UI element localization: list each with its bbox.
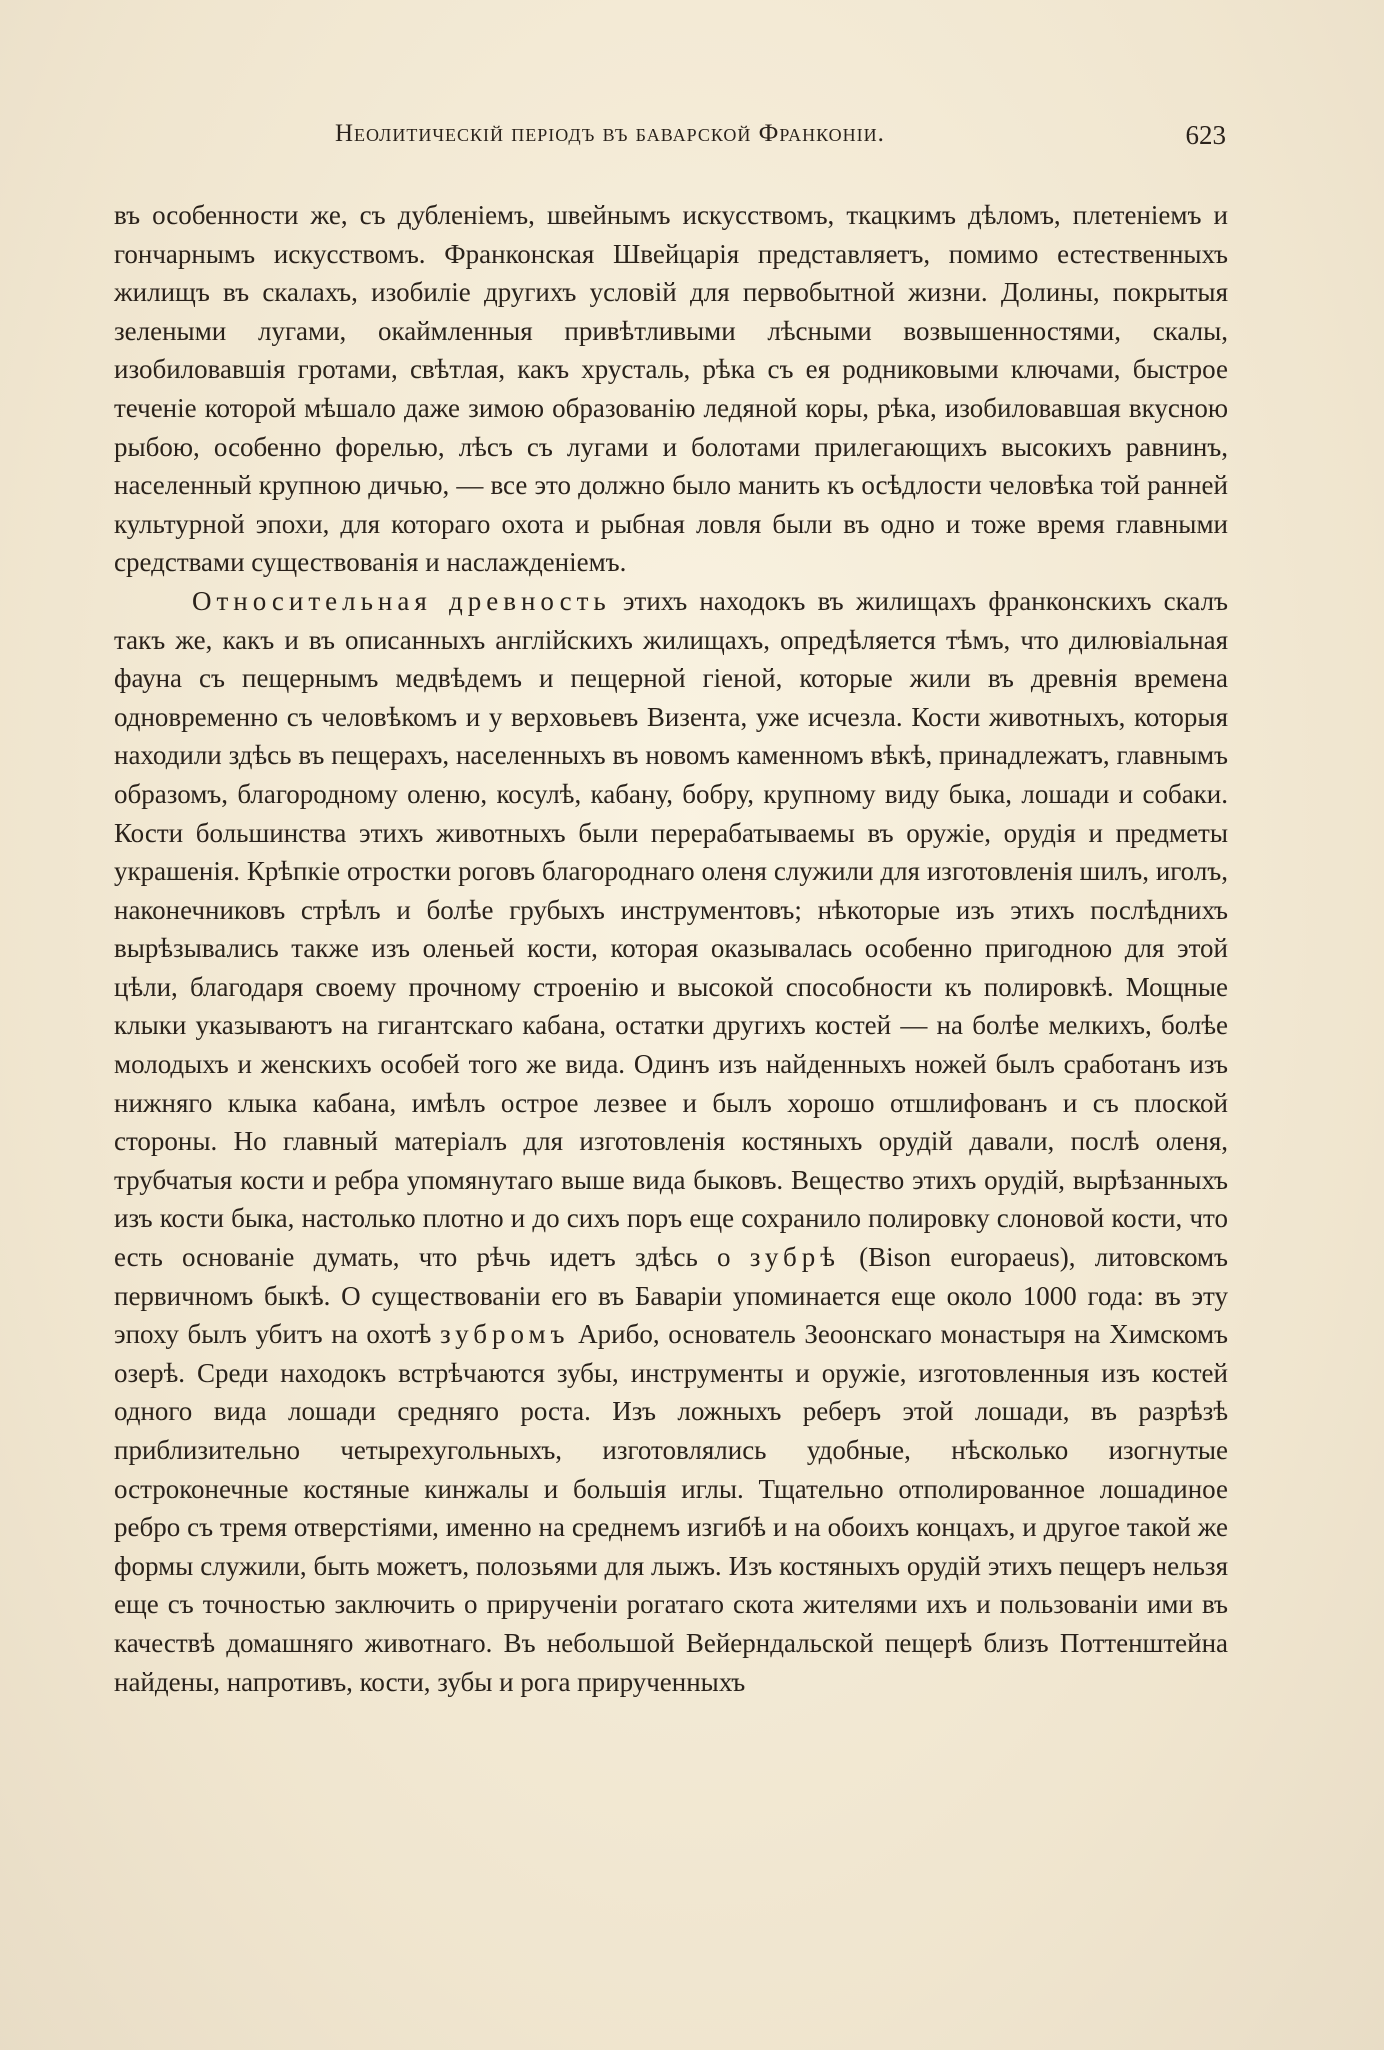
- spaced-emphasis-3: зубромъ: [439, 1319, 570, 1350]
- page-header: [110, 120, 1226, 160]
- spaced-emphasis-1: Относительная древность: [192, 585, 611, 616]
- paragraph-2: [114, 582, 1228, 1701]
- body-text: [114, 196, 1228, 1701]
- spaced-emphasis-2: зубрѣ: [749, 1242, 840, 1273]
- paragraph-2-text-a: этихъ находокъ въ жилищахъ франконскихъ скалъ такъ же, какъ и въ описанныхъ англійскихъ жилищахъ, опредѣляется тѣмъ, что дилювіальная фауна съ пещернымъ медвѣдемъ и пещерной гіеной, которые жили въ древнія времена одновременно съ человѣкомъ и у верховьевъ Визента, уже исчезла. Кости животныхъ, которыя находили здѣсь въ пещерахъ, населенныхъ въ новомъ каменномъ вѣкѣ, принадлежатъ, главнымъ образомъ, благородному оленю, косулѣ, кабану, бобру, крупному виду быка, лошади и собаки. Кости большинства этихъ животныхъ были перерабатываемы въ оружіе, орудія и предметы украшенія. Крѣпкіе отростки роговъ благороднаго оленя служили для изготовленія шилъ, иголъ, наконечниковъ стрѣлъ и болѣе грубыхъ инструментовъ; нѣкоторые изъ этихъ послѣднихъ вырѣзывались также изъ оленьей кости, которая оказывалась особенно пригодною для этой цѣли, благодаря своему прочному строенію и высокой способности къ полировкѣ. Мощные клыки указываютъ на гигантскаго кабана, остатки другихъ костей — на болѣе мелкихъ, болѣе молодыхъ и женскихъ особей того же вида. Одинъ изъ найденныхъ ножей былъ сработанъ изъ нижняго клыка кабана, имѣлъ острое лезвее и былъ хорошо отшлифованъ и съ плоской стороны. Но главный матеріалъ для изготовленія костяныхъ орудій давали, послѣ оленя, трубчатыя кости и ребра упомянутаго выше вида быковъ. Вещество этихъ орудій, вырѣзанныхъ изъ кости быка, настолько плотно и до сихъ поръ еще сохранило полировку слоновой кости, что есть основаніе думать, что рѣчь идетъ здѣсь о: [114, 585, 1228, 1273]
- paragraph-2-text-c: Арибо, основатель Зеоонскаго монастыря на Химскомъ озерѣ. Среди находокъ встрѣчаются зубы, инструменты и оружіе, изготовленныя изъ костей одного вида лошади средняго роста. Изъ ложныхъ реберъ этой лошади, въ разрѣзѣ приблизительно четырехугольныхъ, изготовлялись удобные, нѣсколько изогнутые остроконечные костяные кинжалы и большія иглы. Тщательно отполированное лошадиное ребро съ тремя отверстіями, именно на среднемъ изгибѣ и на обоихъ концахъ, и другое такой же формы служили, быть можетъ, полозьями для лыжъ. Изъ костяныхъ орудій этихъ пещеръ нельзя еще съ точностью заключить о прирученіи рогатаго скота жителями ихъ и пользованіи ими въ качествѣ домашняго животнаго. Въ небольшой Вейерндальской пещерѣ близъ Поттенштейна найдены, напротивъ, кости, зубы и рога прирученныхъ: [114, 1319, 1229, 1697]
- paragraph-2-text-b: (Bison europaeus), литовскомъ первичномъ быкѣ. О существованіи его въ Баваріи упоминается еще около 1000 года: въ эту эпоху былъ убитъ на охотѣ: [114, 1242, 1228, 1350]
- running-title: Неолитическій періодъ въ баварской Франконіи.: [335, 120, 885, 147]
- page-number: 623: [1185, 120, 1226, 150]
- paragraph-1: въ особенности же, съ дубленіемъ, швейнымъ искусствомъ, ткацкимъ дѣломъ, плетеніемъ и гончарнымъ искусствомъ. Франконская Швейцарія представляетъ, помимо естественныхъ жилищъ въ скалахъ, изобиліе другихъ условій для первобытной жизни. Долины, покрытыя зелеными лугами, окаймленныя привѣтливыми лѣсными возвышенностями, скалы, изобиловавшія гротами, свѣтлая, какъ хрусталь, рѣка съ ея родниковыми ключами, быстрое теченіе которой мѣшало даже зимою образованію ледяной коры, рѣка, изобиловавшая вкусною рыбою, особенно форелью, лѣсъ съ лугами и болотами прилегающихъ высокихъ равнинъ, населенный крупною дичью, — все это должно было манить къ осѣдлости человѣка той ранней культурной эпохи, для котораго охота и рыбная ловля были въ одно и тоже время главными средствами существованія и наслажденіемъ.: [114, 200, 1228, 578]
